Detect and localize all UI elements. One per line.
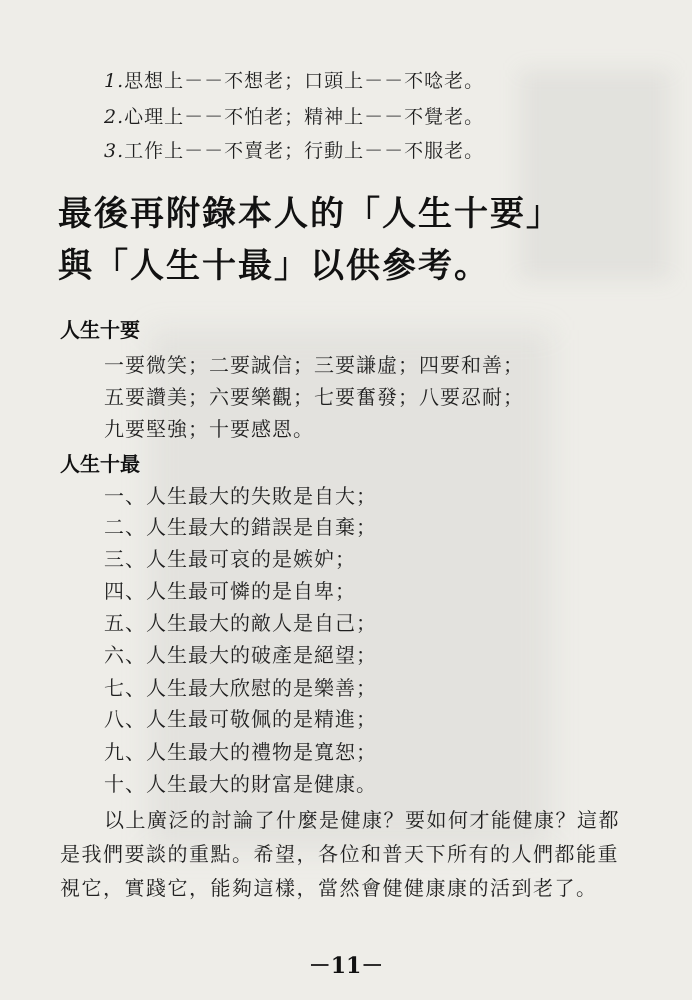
ten-mosts-item: 八、人生最可敬佩的是精進；: [104, 707, 377, 731]
ten-mosts-item: 七、人生最大欣慰的是樂善；: [104, 676, 377, 700]
closing-paragraph-line: 以上廣泛的討論了什麼是健康？要如何才能健康？這都: [104, 808, 620, 832]
ten-mosts-item: 三、人生最可哀的是嫉妒；: [104, 547, 356, 571]
intro-number: 3.: [104, 140, 125, 162]
ten-wants-line: 一要微笑；二要誠信；三要謙虛；四要和善；: [104, 353, 524, 377]
intro-number: 2.: [104, 106, 125, 128]
intro-text: 心理上－－不怕老；精神上－－不覺老。: [124, 106, 485, 128]
page-number: －11－: [308, 953, 384, 979]
intro-line: [104, 102, 484, 129]
intro-text: 工作上－－不賣老；行動上－－不服老。: [124, 140, 485, 162]
intro-text: 思想上－－不想老；口頭上－－不唸老。: [124, 70, 485, 92]
heading-line: 最後再附錄本人的「人生十要」: [58, 194, 562, 234]
ten-mosts-item: 六、人生最大的破產是絕望；: [104, 643, 377, 667]
closing-paragraph-line: 視它，實踐它，能夠這樣，當然會健健康康的活到老了。: [60, 876, 598, 900]
show-through-shadow: [520, 70, 670, 280]
intro-line: [104, 136, 484, 163]
section-title-ten-wants: 人生十要: [60, 318, 140, 342]
heading-line: 與「人生十最」以供參考。: [58, 246, 490, 286]
section-title-ten-mosts: 人生十最: [60, 452, 140, 476]
ten-mosts-item: 十、人生最大的財富是健康。: [104, 772, 377, 796]
intro-number: 1.: [104, 70, 125, 92]
closing-paragraph-line: 是我們要談的重點。希望，各位和普天下所有的人們都能重: [60, 842, 619, 866]
intro-line: [104, 66, 484, 93]
ten-mosts-item: 四、人生最可憐的是自卑；: [104, 579, 356, 603]
ten-mosts-item: 一、人生最大的失敗是自大；: [104, 484, 377, 508]
ten-mosts-item: 二、人生最大的錯誤是自棄；: [104, 515, 377, 539]
ten-wants-line: 九要堅強；十要感恩。: [104, 417, 314, 441]
ten-wants-line: 五要讚美；六要樂觀；七要奮發；八要忍耐；: [104, 385, 524, 409]
ten-mosts-item: 九、人生最大的禮物是寬恕；: [104, 740, 377, 764]
ten-mosts-item: 五、人生最大的敵人是自己；: [104, 611, 377, 635]
